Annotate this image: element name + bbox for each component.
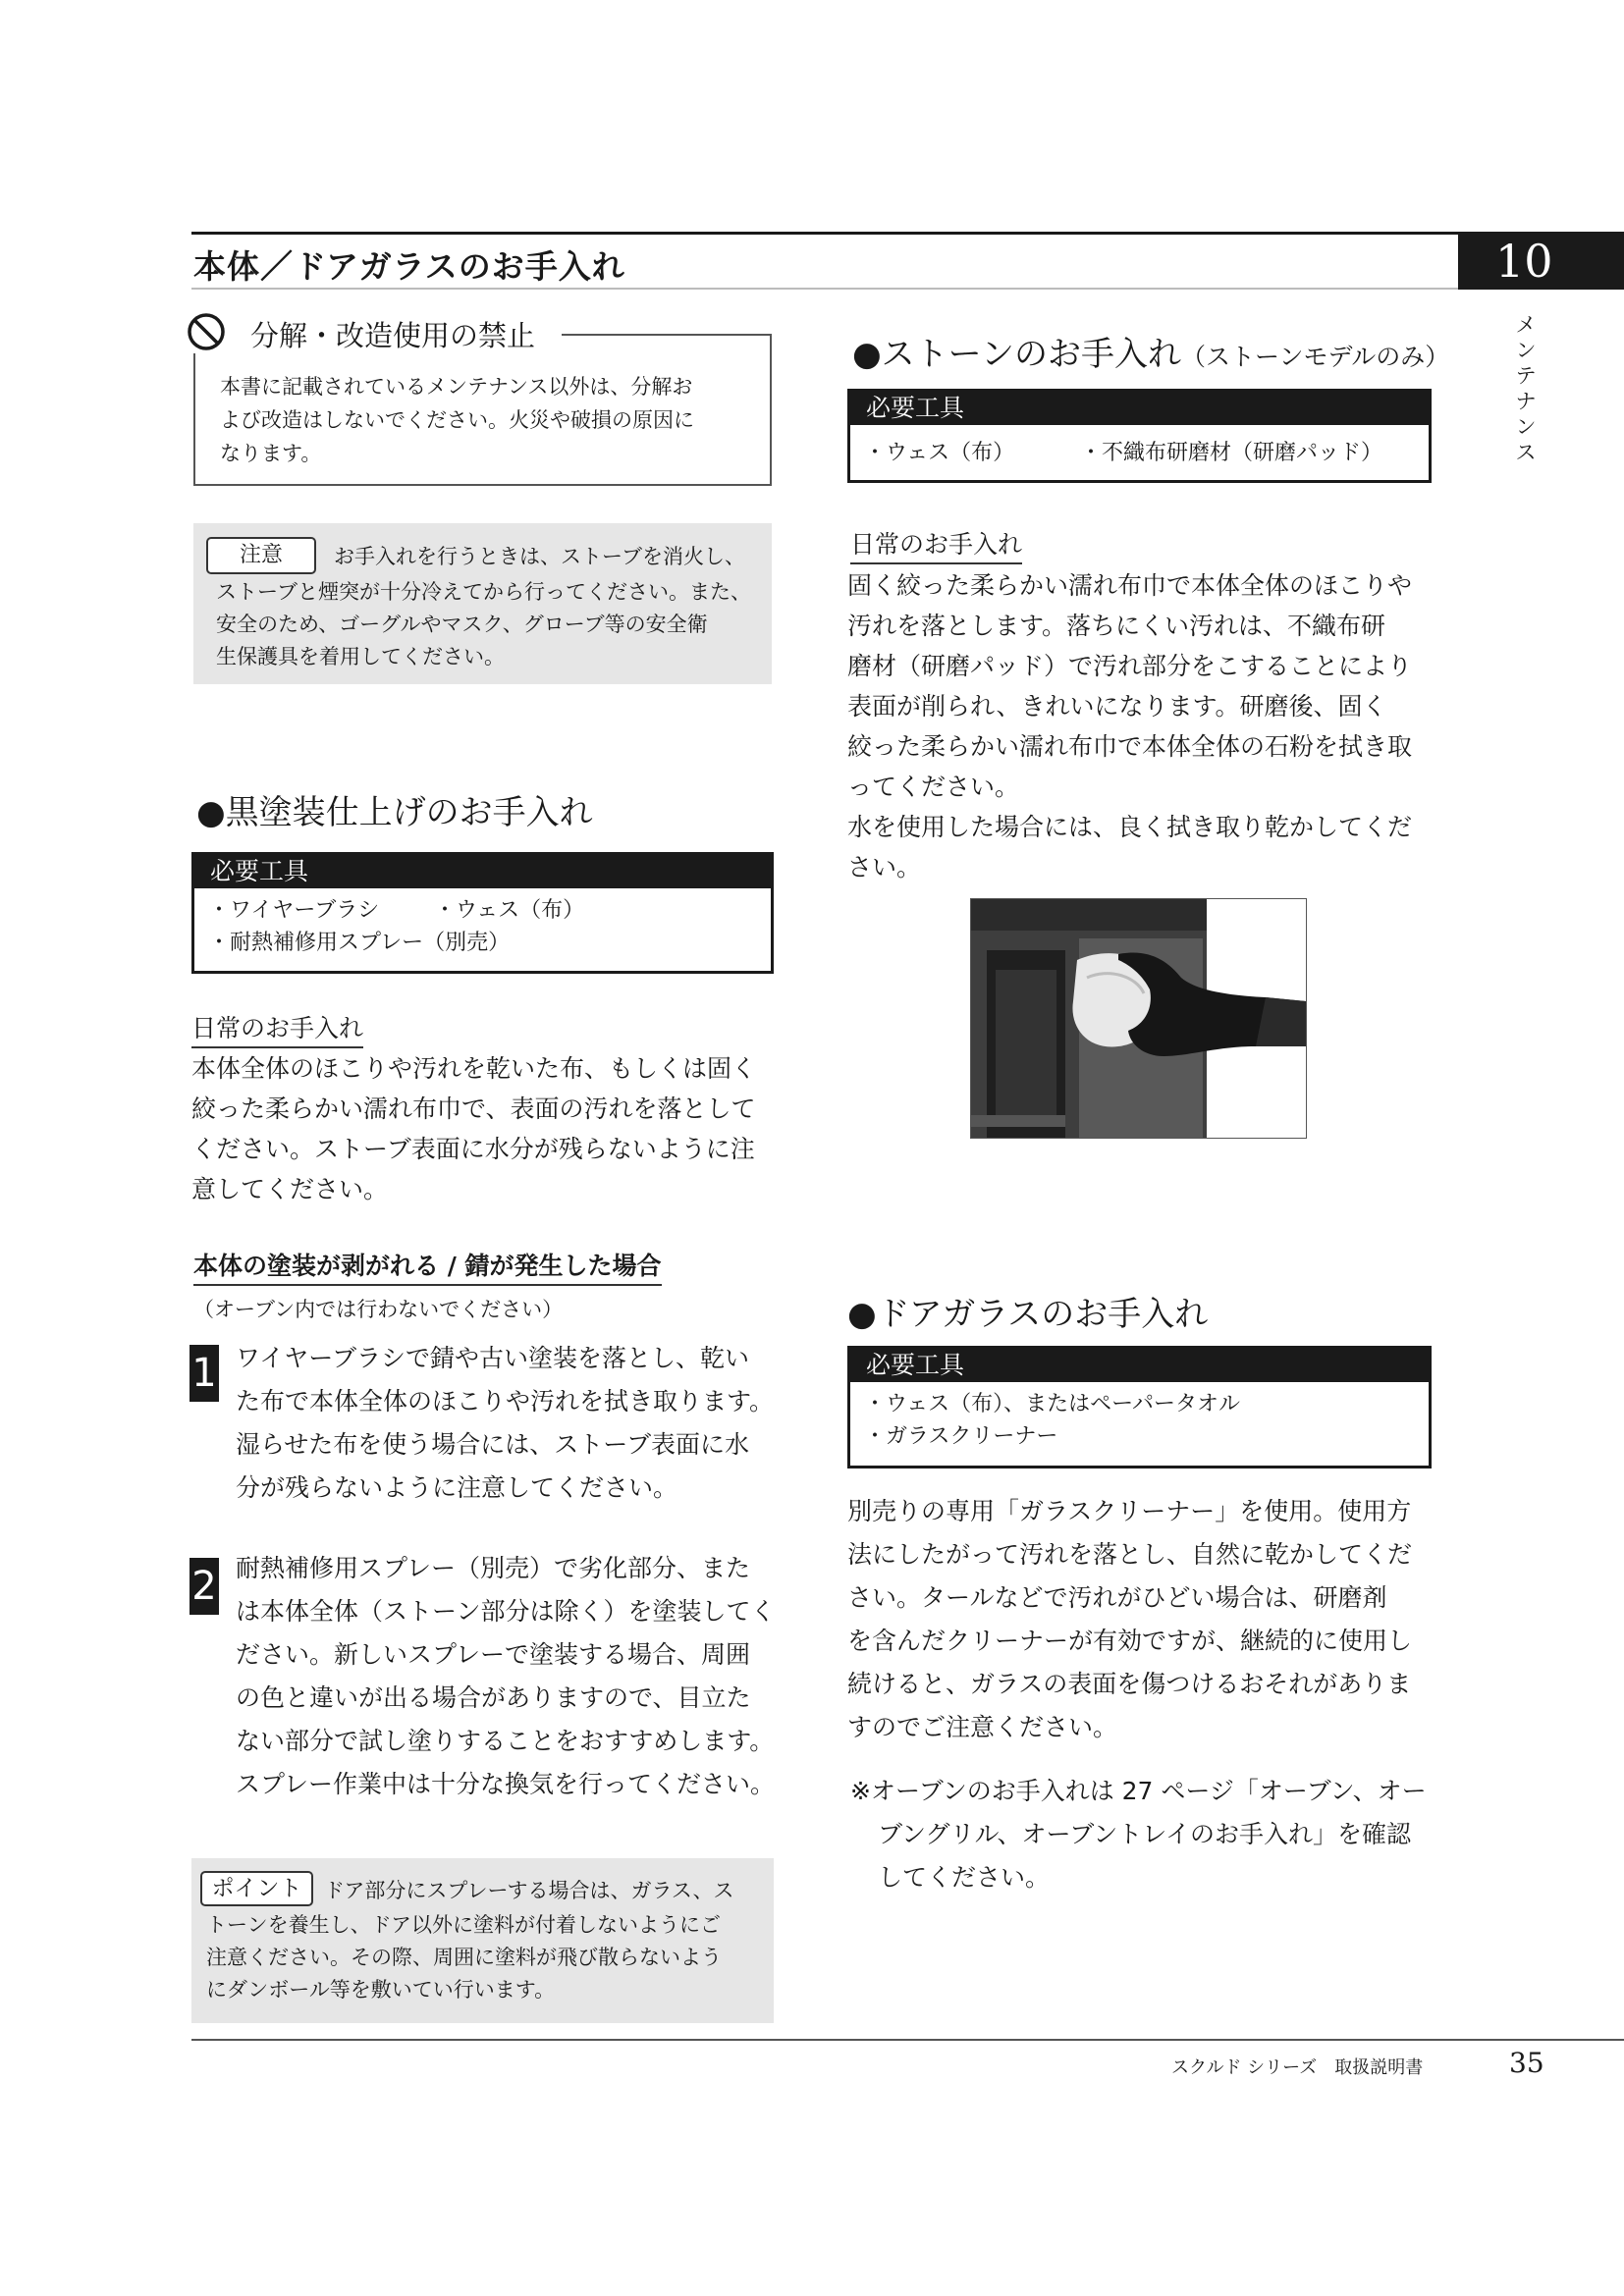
text-line: すのでご注意ください。 [847,1713,1118,1741]
point-text [206,1909,722,2006]
tool-item: ・不織布研磨材（研磨パッド） [1080,441,1383,465]
tools-list [850,1382,1429,1453]
header-underline [191,288,1458,290]
tool-item: ・ウェス（布） [864,441,1015,465]
text-line: してください。 [878,1863,1051,1892]
text-line: 絞った柔らかい濡れ布巾で本体全体の石粉を拭き取 [847,732,1413,761]
text-line: 固く絞った柔らかい濡れ布巾で本体全体のほこりや [847,571,1413,600]
tool-item: ・ワイヤーブラシ [208,898,380,923]
caution-line: ストーブと煙突が十分冷えてから行ってください。また、 [216,580,751,604]
peel-note: （オーブン内では行わないでください） [193,1298,564,1321]
text-line: さい。タールなどで汚れがひどい場合は、研磨剤 [847,1583,1387,1612]
text-line: ブングリル、オーブントレイのお手入れ」を確認 [878,1820,1412,1848]
text-line: の色と違いが出る場合がありますので、目立た [236,1683,751,1712]
page-title: 本体／ドアガラスのお手入れ [193,247,625,286]
prohibited-icon [187,312,226,351]
glass-section-heading: ●ドアガラスのお手入れ [847,1295,1209,1334]
caution-line: 安全のため、ゴーグルやマスク、グローブ等の安全衛 [216,613,708,636]
text-line: 汚れを落とします。落ちにくい汚れは、不織布研 [847,612,1386,640]
text-line: スプレー作業中は十分な換気を行ってください。 [236,1770,776,1798]
step-text-1 [236,1337,785,1510]
text-line: 表面が削られ、きれいになります。研磨後、固く [847,692,1387,721]
glass-text [847,1490,1456,1749]
black-section-heading: ●黒塗装仕上げのお手入れ [196,793,593,832]
text-line: た布で本体全体のほこりや汚れを拭き取ります。 [236,1387,775,1415]
stone-heading-text: ●ストーンのお手入れ [852,335,1181,374]
tools-row [864,1388,1429,1420]
black-tools-box [191,852,774,974]
tools-row [864,437,1429,469]
stone-daily-text [847,565,1456,887]
tools-title: 必要工具 [194,855,771,888]
point-tag: ポイント [200,1871,313,1906]
text-line: ください。ストーブ表面に水分が残らないように注 [191,1135,755,1163]
stone-cleaning-photo [970,898,1307,1139]
black-daily-text [191,1048,781,1209]
page-number: 35 [1509,2047,1544,2079]
step-number-1: 1 [189,1345,219,1402]
tool-item: ・ウェス（布）、またはペーパータオル [864,1392,1241,1416]
prohibition-line: よび改造はしないでください。火災や破損の原因に [220,408,694,432]
tools-title: 必要工具 [850,392,1429,425]
black-daily-title: 日常のお手入れ [191,1009,363,1048]
point-line: にダンボール等を敷いてい行います。 [206,1978,556,2002]
text-line: 法にしたがって汚れを落とし、自然に乾かしてくだ [847,1540,1413,1569]
text-line: ってください。 [847,773,1020,801]
prohibition-title: 分解・改造使用の禁止 [250,319,536,352]
tools-row [864,1420,1429,1453]
stone-section-heading [852,327,1449,375]
tool-item: ・ガラスクリーナー [864,1424,1058,1449]
tools-list [194,888,771,959]
tool-item: ・ウェス（布） [434,898,585,923]
tools-row [208,894,771,927]
chapter-label [1510,312,1542,465]
text-line: を含んだクリーナーが有効ですが、継続的に使用し [847,1627,1413,1655]
prohibition-line: 本書に記載されているメンテナンス以外は、分解お [220,375,693,399]
text-line: 本体全体のほこりや汚れを乾いた布、もしくは固く [191,1054,757,1083]
chapter-label-char: ン [1515,339,1537,362]
text-line: ワイヤーブラシで錆や古い塗装を落とし、乾い [236,1344,750,1372]
peel-title: 本体の塗装が剥がれる / 錆が発生した場合 [193,1247,662,1286]
text-line: 意してください。 [191,1175,389,1203]
text-line: は本体全体（ストーン部分は除く）を塗装してく [236,1597,776,1626]
chapter-label-char: ン [1515,415,1537,439]
caution-line: 生保護具を着用してください。 [216,645,505,668]
text-line: 耐熱補修用スプレー（別売）で劣化部分、また [236,1554,751,1582]
text-line: 別売りの専用「ガラスクリーナー」を使用。使用方 [847,1497,1412,1525]
text-line: 水を使用した場合には、良く拭き取り乾かしてくだ [847,813,1413,841]
text-line: 湿らせた布を使う場合には、ストーブ表面に水 [236,1430,750,1459]
text-line: ない部分で試し塗りすることをおすすめします。 [236,1727,775,1755]
point-line: 注意ください。その際、周囲に塗料が飛び散らないよう [206,1946,722,1969]
oven-reference-note [850,1770,1459,1899]
chapter-label-char: ナ [1515,390,1537,413]
chapter-number: 10 [1458,234,1624,290]
text-line: 分が残らないように注意してください。 [236,1473,678,1502]
tools-title: 必要工具 [850,1349,1429,1382]
text-line: さい。 [847,853,922,881]
footer-rule [191,2039,1624,2041]
caution-first-line: お手入れを行うときは、ストーブを消火し、 [334,545,745,568]
step-number-2: 2 [189,1558,219,1615]
point-line: トーンを養生し、ドア以外に塗料が付着しないようにご [206,1913,721,1937]
tools-row [208,927,771,959]
tool-item: ・耐熱補修用スプレー（別売） [208,931,511,955]
caution-text [216,576,751,673]
prohibition-text [220,370,750,470]
stone-heading-note: （ストーンモデルのみ） [1181,343,1450,371]
text-line: ださい。新しいスプレーで塗装する場合、周囲 [236,1640,751,1669]
point-first-line: ドア部分にスプレーする場合は、ガラス、ス [324,1879,734,1902]
text-line: 続けると、ガラスの表面を傷つけるおそれがありま [847,1670,1412,1698]
text-line: ※オーブンのお手入れは 27 ページ「オーブン、オー [850,1777,1427,1805]
text-line: 磨材（研磨パッド）で汚れ部分をこすることにより [847,652,1413,680]
stone-tools-box [847,389,1432,483]
glass-tools-box [847,1346,1432,1468]
chapter-label-char: メ [1515,313,1537,337]
chapter-label-char: テ [1515,364,1537,388]
tools-list [850,425,1429,469]
chapter-label-char: ス [1515,441,1537,464]
header-rule [191,232,1624,235]
footer-title: スクルド シリーズ 取扱説明書 [1171,2057,1424,2078]
photo-illustration [971,899,1306,1138]
caution-tag: 注意 [206,537,316,574]
stone-daily-title: 日常のお手入れ [850,525,1022,564]
prohibition-line: なります。 [220,442,322,465]
step-text-2 [236,1547,785,1806]
text-line: 絞った柔らかい濡れ布巾で、表面の汚れを落として [191,1095,756,1123]
